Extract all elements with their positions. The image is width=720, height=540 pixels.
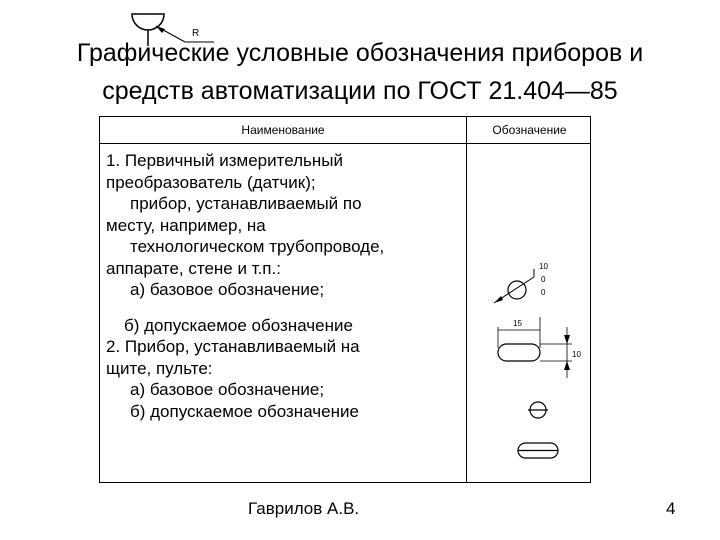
diameter-label-2: 0 [541,275,546,284]
description-column [106,150,462,422]
desc-line: аппарате, стене и т.п.: [106,258,281,278]
footer-author: Гаврилов А.В. [248,499,360,518]
page-number: 4 [666,499,676,518]
base-circle-symbol [494,262,548,303]
symbols-column [470,145,588,481]
desc-line: б) допускаемое обозначение [124,315,353,335]
desc-line: 1. Первичный измерительный [106,151,343,170]
column-divider [466,144,467,482]
desc-line: технологическом трубопроводе, [130,237,385,256]
desc-line: 2. Прибор, устанавливаемый на [106,337,360,356]
oval-width-label: 15 [513,319,522,328]
panel-circle-symbol [528,402,548,418]
desc-line: б) допускаемое обозначение [130,401,359,421]
symbols-table [99,116,591,483]
desc-line: щите, пульте: [106,358,213,378]
title-line-1: Графические условные обозначения приборов и [76,39,644,67]
diameter-label-3: 0 [541,288,546,297]
desc-line: а) базовое обозначение; [130,280,325,299]
title-line-2: средств автоматизации по ГОСТ 21.404—85 [102,77,618,105]
desc-line: прибор, устанавливаемый по [130,194,362,213]
desc-line: преобразователь (датчик); [106,172,316,192]
top-dimension-symbol [128,6,228,56]
desc-line: а) базовое обозначение; [130,380,325,399]
spacer [106,301,462,315]
oval-height-label: 10 [572,350,581,359]
desc-line: месту, например, на [106,215,266,235]
diameter-label-1: 10 [539,262,548,271]
table-header [100,117,590,144]
allowed-oval-symbol [498,317,581,378]
panel-oval-symbol [518,443,558,458]
radius-label: R [192,28,200,39]
header-name: Наименование [241,123,325,137]
header-symbol: Обозначение [466,117,592,143]
